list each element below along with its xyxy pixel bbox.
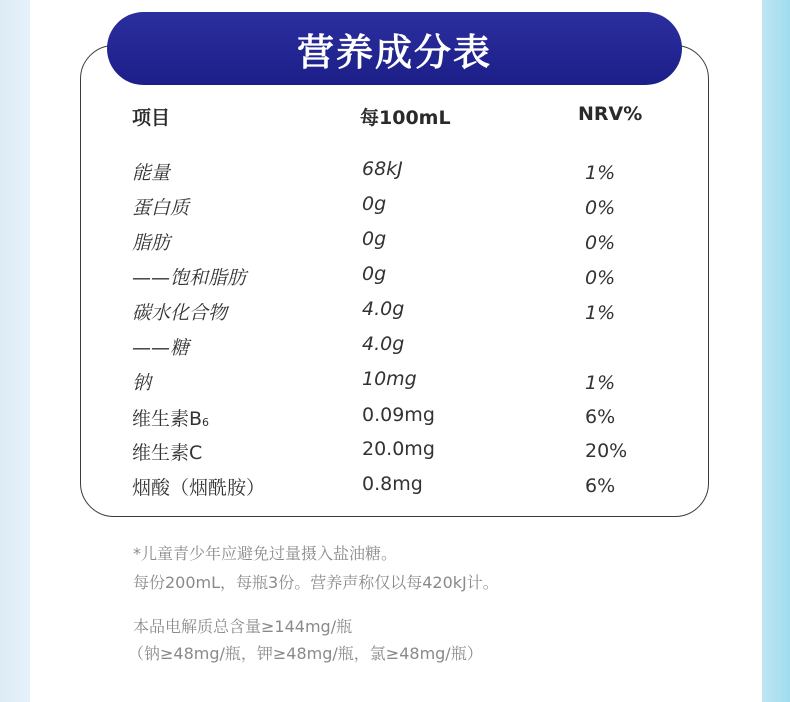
nutrient-nrv: 1% bbox=[585, 302, 616, 324]
nutrient-nrv: 1% bbox=[585, 162, 616, 184]
nutrient-name: 碳水化合物 bbox=[132, 302, 228, 324]
nutrient-value: 4.0g bbox=[362, 298, 405, 320]
nutrient-nrv: 1% bbox=[585, 372, 616, 394]
nutrient-value: 0.09mg bbox=[362, 404, 435, 426]
table-row bbox=[0, 193, 790, 223]
table-row bbox=[0, 473, 790, 503]
note-line-4: （钠≥48mg/瓶，钾≥48mg/瓶，氯≥48mg/瓶） bbox=[128, 644, 483, 663]
title-banner bbox=[107, 12, 682, 85]
table-row bbox=[0, 158, 790, 188]
table-row bbox=[0, 228, 790, 258]
nutrient-nrv: 20% bbox=[585, 440, 628, 462]
table-row bbox=[0, 263, 790, 293]
nutrient-value: 0g bbox=[362, 193, 387, 215]
nutrient-name: 蛋白质 bbox=[132, 197, 190, 219]
nutrient-name bbox=[132, 404, 209, 431]
nutrient-nrv: 6% bbox=[585, 475, 616, 497]
note-line-3: 本品电解质总含量≥144mg/瓶 bbox=[133, 617, 353, 636]
header-nrv: NRV% bbox=[578, 103, 643, 125]
table-title: 营养成分表 bbox=[297, 30, 492, 74]
table-row bbox=[0, 333, 790, 363]
nutrient-nrv: 0% bbox=[585, 232, 616, 254]
nutrient-value: 10mg bbox=[362, 368, 417, 390]
header-per-100ml: 每100mL bbox=[360, 107, 451, 129]
nutrient-value: 4.0g bbox=[362, 333, 405, 355]
nutrient-name: 能量 bbox=[132, 162, 171, 184]
nutrient-name: 钠 bbox=[132, 372, 152, 394]
nutrient-name: ——饱和脂肪 bbox=[132, 267, 247, 289]
nutrient-value: 0g bbox=[362, 228, 387, 250]
table-row bbox=[0, 438, 790, 468]
note-line-1: *儿童青少年应避免过量摄入盐油糖。 bbox=[133, 544, 398, 563]
nutrient-value: 68kJ bbox=[362, 158, 403, 180]
nutrient-name: 维生素C bbox=[132, 442, 203, 464]
nutrient-name: 烟酸（烟酰胺） bbox=[132, 477, 266, 499]
table-row bbox=[0, 368, 790, 398]
nutrient-name-subscript: 6 bbox=[202, 416, 210, 429]
header-item: 项目 bbox=[132, 107, 171, 129]
nutrient-name-text: 维生素B bbox=[132, 408, 203, 430]
nutrient-nrv: 6% bbox=[585, 406, 616, 428]
nutrient-value: 0g bbox=[362, 263, 387, 285]
nutrient-nrv: 0% bbox=[585, 267, 616, 289]
nutrient-value: 20.0mg bbox=[362, 438, 435, 460]
nutrient-name: ——糖 bbox=[132, 337, 190, 359]
note-line-2: 每份200mL，每瓶3份。营养声称仅以每420kJ计。 bbox=[133, 573, 499, 592]
table-row bbox=[0, 298, 790, 328]
nutrient-value: 0.8mg bbox=[362, 473, 423, 495]
nutrient-nrv: 0% bbox=[585, 197, 616, 219]
nutrient-name: 脂肪 bbox=[132, 232, 171, 254]
table-row bbox=[0, 404, 790, 434]
